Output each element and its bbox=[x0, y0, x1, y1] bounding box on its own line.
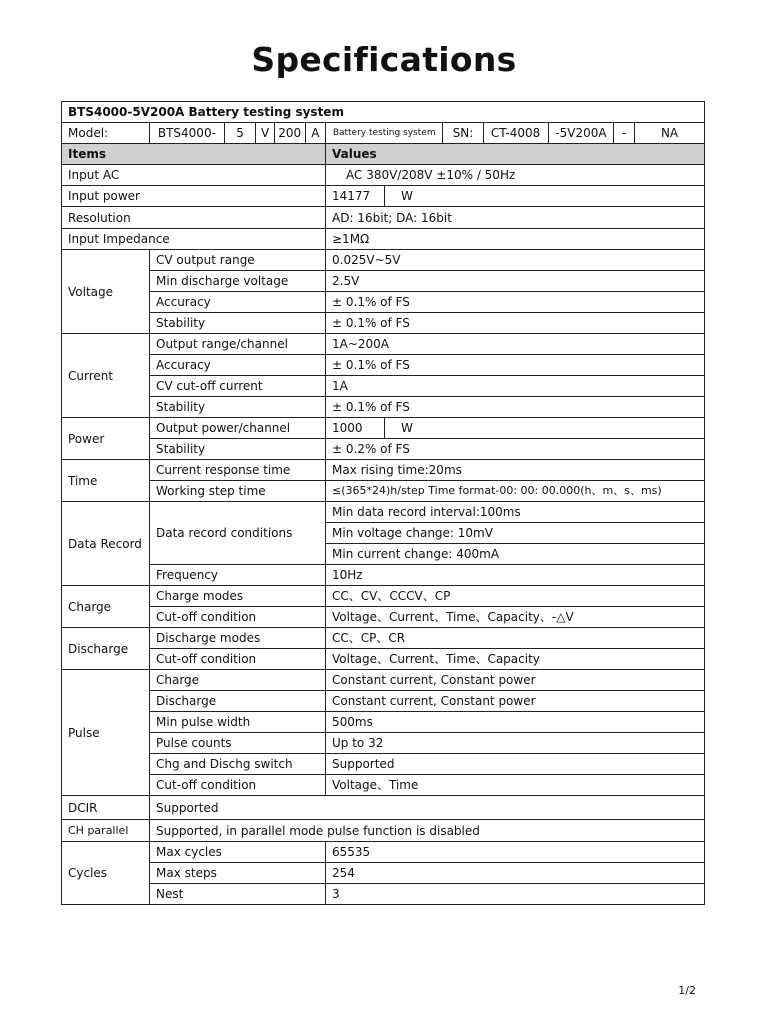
sub-item-value: CC、CP、CR bbox=[326, 628, 705, 649]
sub-item-label: Stability bbox=[150, 313, 326, 334]
sub-item-value: Up to 32 bbox=[326, 733, 705, 754]
sub-item-value: ± 0.2% of FS bbox=[326, 439, 705, 460]
sub-item-label: CV cut-off current bbox=[150, 376, 326, 397]
sub-item-value: Min current change: 400mA bbox=[326, 544, 705, 565]
sub-item-label: Charge modes bbox=[150, 586, 326, 607]
sub-item-value: CC、CV、CCCV、CP bbox=[326, 586, 705, 607]
item-value: 14177 bbox=[332, 186, 385, 206]
sub-item-label: Discharge modes bbox=[150, 628, 326, 649]
sub-item-value: 65535 bbox=[326, 842, 705, 863]
model-code bbox=[150, 123, 704, 143]
sub-item-value: ± 0.1% of FS bbox=[326, 313, 705, 334]
item-value: ≥1MΩ bbox=[326, 229, 705, 250]
item-unit: W bbox=[401, 189, 413, 203]
sub-item-value: 2.5V bbox=[326, 271, 705, 292]
page-number: 1/2 bbox=[678, 984, 696, 997]
sub-item-value: 1000 bbox=[332, 418, 385, 438]
group-data-record: Data Record bbox=[62, 502, 150, 586]
model-label: Model: bbox=[62, 123, 150, 144]
sub-item-value: ≤(365*24)h/step Time format-00: 00: 00.000(h、m、s、ms) bbox=[326, 481, 705, 502]
model-part: SN: bbox=[443, 123, 483, 143]
item-label: Resolution bbox=[62, 207, 326, 229]
sub-item-label: Accuracy bbox=[150, 355, 326, 376]
sub-item-label: Max steps bbox=[150, 863, 326, 884]
sub-item-value: Voltage、Current、Time、Capacity、-△V bbox=[326, 607, 705, 628]
sub-item-value: 1A bbox=[326, 376, 705, 397]
group-current: Current bbox=[62, 334, 150, 418]
group-time: Time bbox=[62, 460, 150, 502]
sub-item-value: Constant current, Constant power bbox=[326, 691, 705, 712]
model-part: V bbox=[256, 123, 275, 143]
sub-item-value: ± 0.1% of FS bbox=[326, 355, 705, 376]
page-title: Specifications bbox=[251, 40, 517, 79]
item-value: AD: 16bit; DA: 16bit bbox=[326, 207, 705, 229]
sub-item-value: Voltage、Time bbox=[326, 775, 705, 796]
model-part: CT-4008 bbox=[484, 123, 549, 143]
spec-table bbox=[61, 101, 705, 905]
group-discharge: Discharge bbox=[62, 628, 150, 670]
ch-parallel-value: Supported, in parallel mode pulse function is disabled bbox=[150, 820, 705, 842]
sub-item-value: ± 0.1% of FS bbox=[326, 397, 705, 418]
sub-item-value: 254 bbox=[326, 863, 705, 884]
sub-item-label: CV output range bbox=[150, 250, 326, 271]
group-cycles: Cycles bbox=[62, 842, 150, 905]
sub-item-value: 3 bbox=[326, 884, 705, 905]
sub-item-value: 10Hz bbox=[326, 565, 705, 586]
group-power: Power bbox=[62, 418, 150, 460]
model-part: BTS4000- bbox=[150, 123, 225, 143]
table-title: BTS4000-5V200A Battery testing system bbox=[62, 102, 705, 123]
group-pulse: Pulse bbox=[62, 670, 150, 796]
model-part: A bbox=[306, 123, 327, 143]
sub-item-label: Cut-off condition bbox=[150, 607, 326, 628]
sub-item-label: Discharge bbox=[150, 691, 326, 712]
sub-item-label: Stability bbox=[150, 439, 326, 460]
sub-item-label: Cut-off condition bbox=[150, 775, 326, 796]
sub-item-label: Charge bbox=[150, 670, 326, 691]
model-part: NA bbox=[660, 126, 679, 140]
values-header: Values bbox=[326, 144, 705, 165]
sub-item-label: Min discharge voltage bbox=[150, 271, 326, 292]
group-ch-parallel: CH parallel bbox=[62, 820, 150, 842]
sub-item-value: 1A~200A bbox=[326, 334, 705, 355]
sub-item-label: Cut-off condition bbox=[150, 649, 326, 670]
sub-item-label: Pulse counts bbox=[150, 733, 326, 754]
sub-item-value: Max rising time:20ms bbox=[326, 460, 705, 481]
sub-item-label: Frequency bbox=[150, 565, 326, 586]
sub-item-label: Nest bbox=[150, 884, 326, 905]
item-label: Input Impedance bbox=[62, 229, 326, 250]
sub-item-label: Output power/channel bbox=[150, 418, 326, 439]
item-value: AC 380V/208V ±10% / 50Hz bbox=[326, 165, 705, 186]
sub-item-value: Voltage、Current、Time、Capacity bbox=[326, 649, 705, 670]
item-label: Input power bbox=[62, 186, 326, 207]
sub-item-value: Constant current, Constant power bbox=[326, 670, 705, 691]
sub-item-value: 0.025V~5V bbox=[326, 250, 705, 271]
model-part: - bbox=[614, 123, 635, 143]
sub-item-label: Data record conditions bbox=[150, 502, 326, 565]
model-part: 5 bbox=[225, 123, 257, 143]
sub-item-unit: W bbox=[401, 421, 413, 435]
model-part: -5V200A bbox=[549, 123, 615, 143]
items-header: Items bbox=[62, 144, 326, 165]
sub-item-label: Output range/channel bbox=[150, 334, 326, 355]
group-dcir: DCIR bbox=[62, 796, 150, 820]
sub-item-value: 500ms bbox=[326, 712, 705, 733]
model-part: Battery testing system bbox=[326, 123, 443, 143]
sub-item-value: Min voltage change: 10mV bbox=[326, 523, 705, 544]
group-charge: Charge bbox=[62, 586, 150, 628]
sub-item-value: Supported bbox=[326, 754, 705, 775]
dcir-value: Supported bbox=[150, 796, 705, 820]
model-part: 200 bbox=[275, 123, 306, 143]
sub-item-label: Chg and Dischg switch bbox=[150, 754, 326, 775]
sub-item-label: Stability bbox=[150, 397, 326, 418]
sub-item-label: Working step time bbox=[150, 481, 326, 502]
sub-item-value: Min data record interval:100ms bbox=[326, 502, 705, 523]
sub-item-label: Min pulse width bbox=[150, 712, 326, 733]
sub-item-label: Max cycles bbox=[150, 842, 326, 863]
sub-item-label: Accuracy bbox=[150, 292, 326, 313]
sub-item-value: ± 0.1% of FS bbox=[326, 292, 705, 313]
group-voltage: Voltage bbox=[62, 250, 150, 334]
item-label: Input AC bbox=[62, 165, 326, 186]
sub-item-label: Current response time bbox=[150, 460, 326, 481]
